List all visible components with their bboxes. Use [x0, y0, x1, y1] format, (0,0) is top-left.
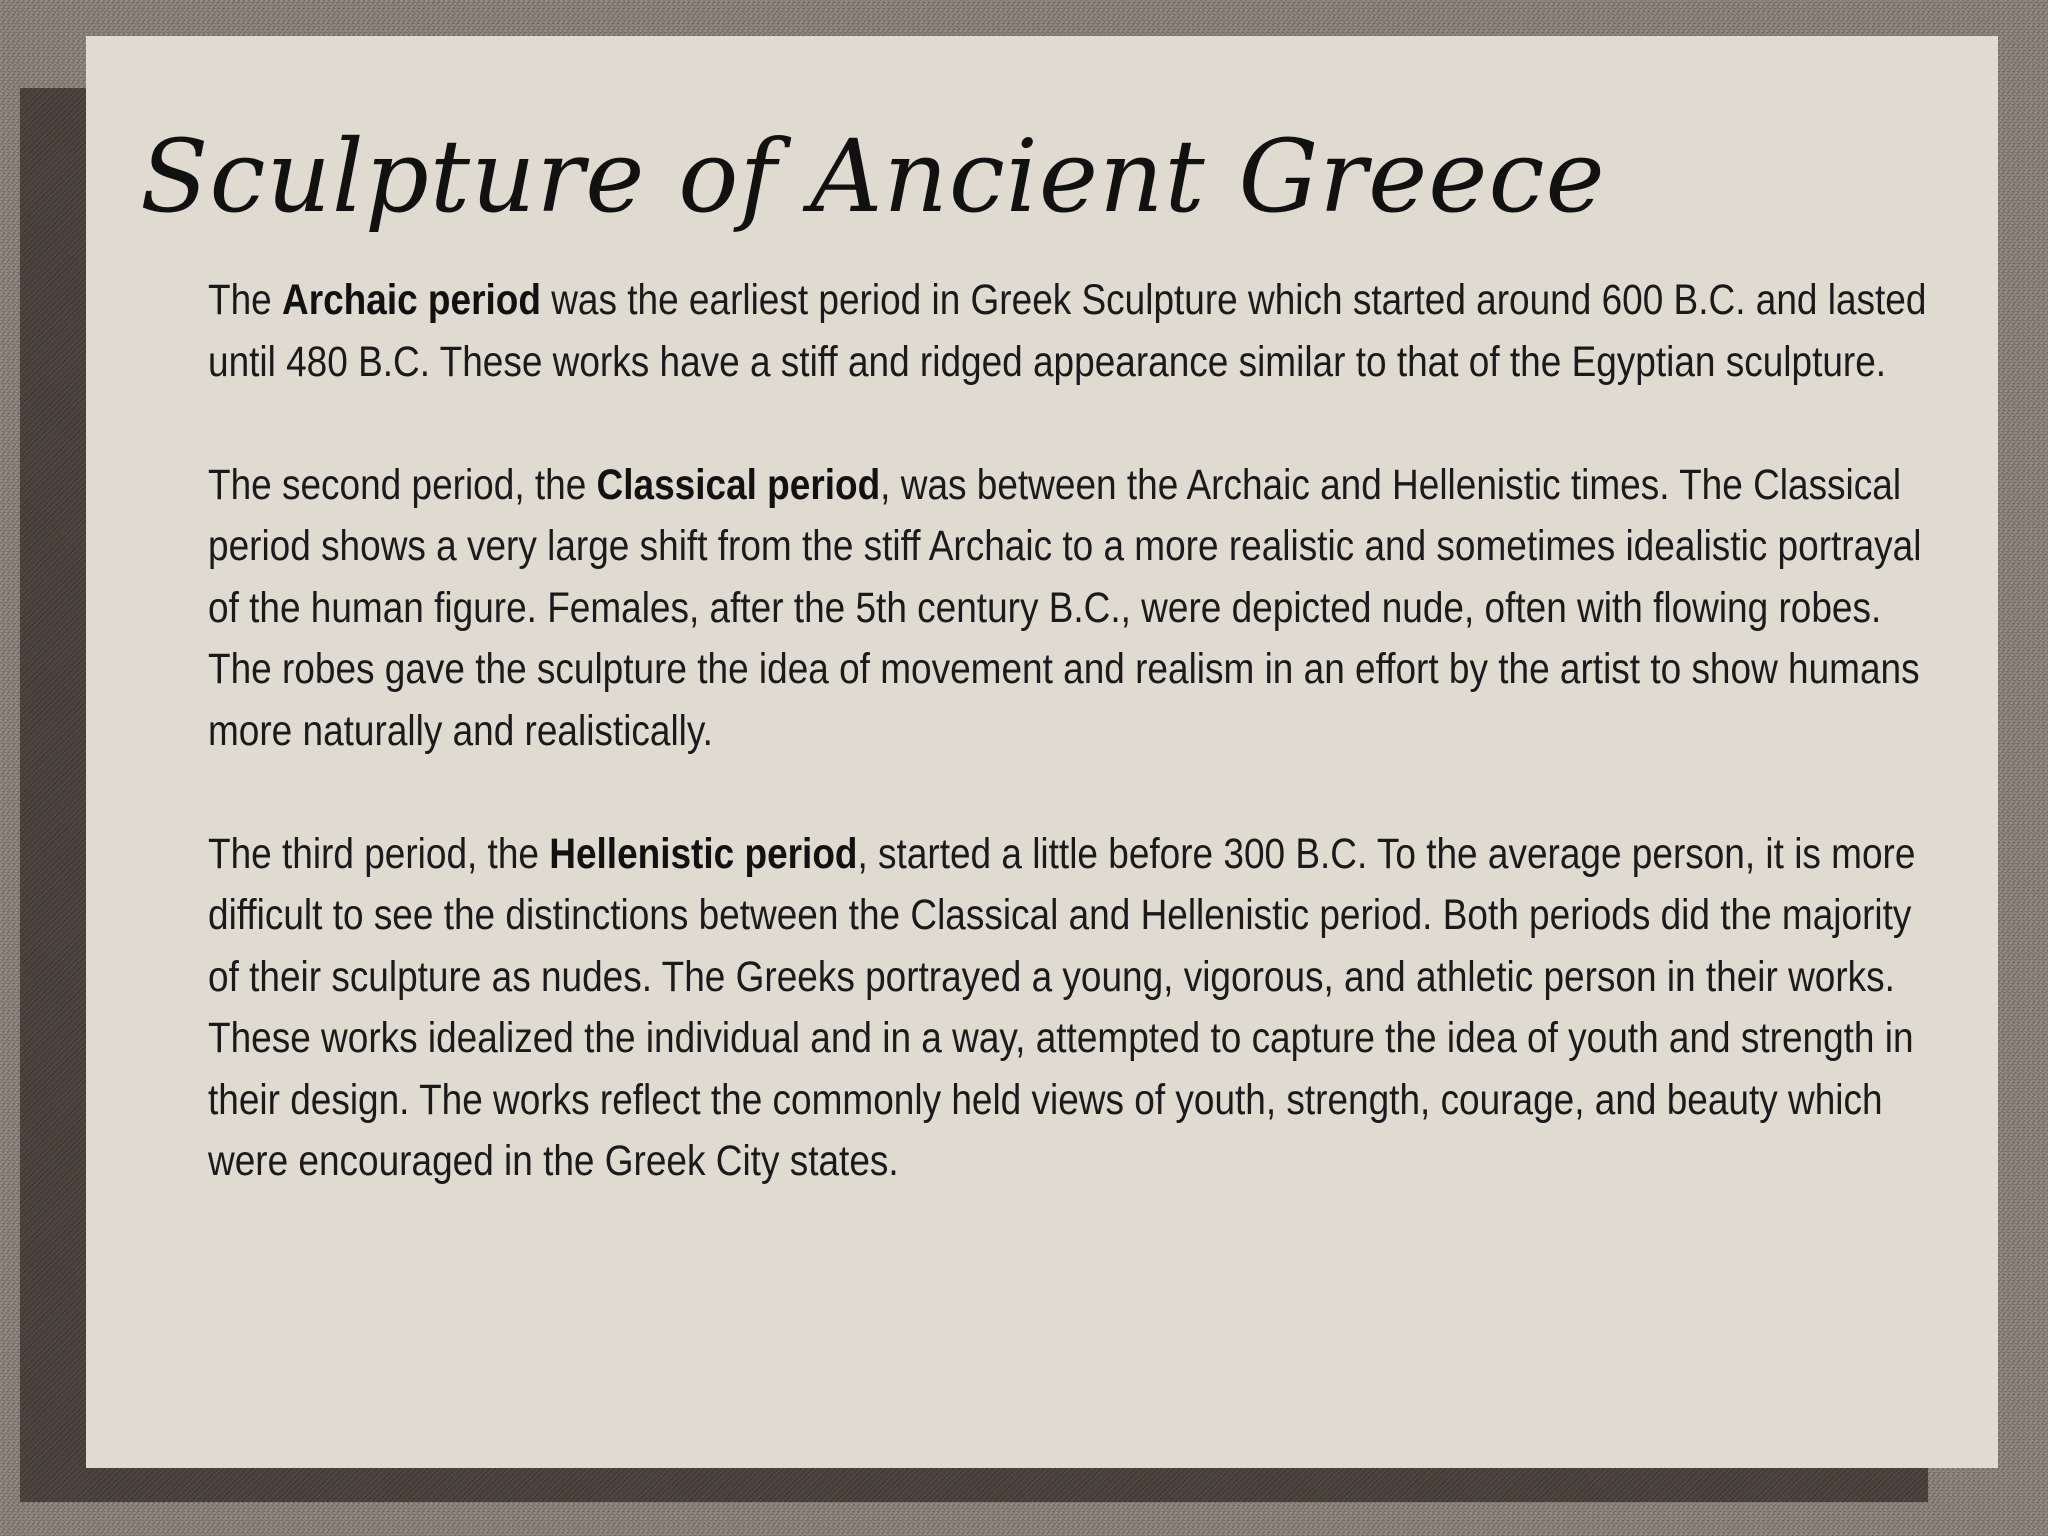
term-archaic-period: Archaic period	[282, 276, 541, 324]
paragraph-text: was the earliest period in Greek Sculpture which started around 600 B.C. and lasted until 480 B.C. These works have a stiff and ridged appearance similar to that of the Egyptian sculpture.	[208, 276, 1927, 386]
slide-title: Sculpture of Ancient Greece	[140, 118, 1606, 235]
paragraph-archaic	[208, 270, 1937, 393]
paragraph-text: , was between the Archaic and Hellenistic times. The Classical period shows a very large shift from the stiff Archaic to a more realistic and sometimes idealistic portrayal of the human figure. Females, after the 5th century B.C., were depicted nude, often with flowing robes. The robes gave the sculpture the idea of movement and realism in an effort by the artist to show humans more naturally and realistically.	[208, 460, 1922, 755]
paragraph-text: The second period, the	[208, 460, 597, 509]
paragraph-classical	[208, 455, 1937, 763]
term-hellenistic-period: Hellenistic period	[549, 829, 858, 878]
slide-body	[208, 270, 1937, 1254]
paragraph-text: , started a little before 300 B.C. To the average person, it is more difficult to see the distinctions between the Classical and Hellenistic period. Both periods did the majority of their sculpture as nudes. The Greeks portrayed a young, vigorous, and athletic person in their works. These works idealized the individual and in a way, attempted to capture the idea of youth and strength in their design. The works reflect the commonly held views of youth, strength, courage, and beauty which were encouraged in the Greek City states.	[208, 829, 1916, 1185]
slide-panel	[86, 36, 1998, 1468]
paragraph-text: The third period, the	[208, 829, 550, 878]
term-classical-period: Classical period	[596, 460, 881, 509]
paragraph-text: The	[208, 276, 283, 324]
paragraph-hellenistic	[208, 824, 1937, 1193]
